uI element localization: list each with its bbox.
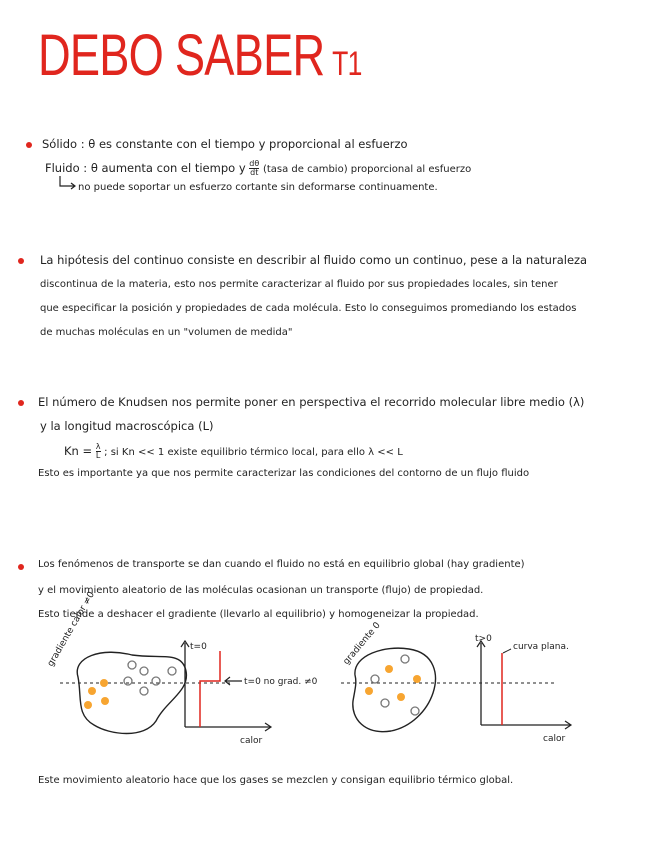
molecule-gray	[381, 699, 389, 707]
s3-line4: Esto es importante ya que nos permite caracterizar las condiciones del contorno de un flujo fluido	[38, 468, 530, 479]
right-annotation: curva plana.	[513, 642, 569, 652]
s3-line1: El número de Knudsen nos permite poner en perspectiva el recorrido molecular libre medio (λ)	[38, 395, 585, 409]
title-sub: T1	[332, 45, 362, 83]
s4-line3: Esto tiende a deshacer el gradiente (llevarlo al equilibrio) y homogeneizar la propiedad.	[38, 609, 479, 620]
s4-line1: Los fenómenos de transporte se dan cuando el fluido no está en equilibrio global (hay gradiente)	[38, 559, 525, 570]
page-title	[38, 22, 362, 89]
molecule-gray	[140, 667, 148, 675]
bullet-2	[18, 258, 24, 264]
s2-line1: La hipótesis del continuo consiste en describir al fluido como un continuo, pese a la naturaleza	[40, 253, 588, 267]
s3-line3-a: Kn =	[64, 444, 93, 458]
s3-fraction	[96, 443, 101, 460]
title-main: DEBO SABER	[38, 23, 325, 88]
s3-line2: y la longitud macroscópica (L)	[40, 419, 214, 433]
left-annotation-arrow	[225, 677, 242, 685]
s2-line4: de muchas moléculas en un "volumen de medida"	[40, 327, 293, 338]
molecule-gray	[168, 667, 176, 675]
molecule-gray	[152, 677, 160, 685]
s1-fraction	[249, 160, 259, 177]
left-blob-label: gradiente calor ≠0	[45, 590, 97, 669]
right-y-label: t>0	[475, 634, 492, 644]
molecule-gray	[411, 707, 419, 715]
left-y-label: t=0	[190, 642, 207, 652]
right-blob-label: gradiente 0	[341, 620, 383, 667]
left-step-curve	[200, 651, 220, 727]
molecule-gray	[128, 661, 136, 669]
s4-closing: Este movimiento aleatorio hace que los gases se mezclen y consigan equilibrio térmico global.	[38, 775, 514, 786]
molecule-orange	[397, 693, 405, 701]
s1-line1: Sólido : θ es constante con el tiempo y proporcional al esfuerzo	[42, 137, 408, 151]
diagram-right	[335, 620, 595, 745]
left-annotation: t=0 no grad. ≠0	[244, 677, 318, 687]
molecule-orange	[100, 679, 108, 687]
bullet-3	[18, 400, 24, 406]
molecule-gray	[371, 675, 379, 683]
molecule-orange	[413, 675, 421, 683]
hook-arrow-icon	[58, 176, 78, 190]
s4-line2: y el movimiento aleatorio de las moléculas ocasionan un transporte (flujo) de propiedad.	[38, 585, 484, 596]
bullet-4	[18, 564, 24, 570]
bullet-1	[26, 142, 32, 148]
molecule-gray	[124, 677, 132, 685]
s1-frac-top: dθ	[249, 159, 260, 168]
s1-line2	[45, 160, 471, 177]
right-x-label: calor	[543, 734, 566, 744]
s3-line3-b: ; si Kn << 1 existe equilibrio térmico local, para ello λ << L	[104, 447, 403, 458]
s2-line3: que especificar la posición y propiedades de cada molécula. Esto lo conseguimos promediando los estados	[40, 303, 577, 314]
left-x-label: calor	[240, 736, 263, 746]
molecule-gray	[401, 655, 409, 663]
molecule-orange	[385, 665, 393, 673]
s1-line3: no puede soportar un esfuerzo cortante sin deformarse continuamente.	[78, 182, 438, 193]
s1-line2-b: (tasa de cambio) proporcional al esfuerzo	[262, 164, 472, 175]
s3-frac-bottom: L	[95, 451, 101, 460]
s1-frac-bottom: dt	[250, 168, 259, 177]
right-annotation-line	[503, 649, 511, 653]
s1-line2-a: Fluido : θ aumenta con el tiempo y	[45, 161, 246, 175]
s3-line3	[64, 443, 403, 460]
molecule-orange	[365, 687, 373, 695]
s3-frac-top: λ	[95, 442, 101, 451]
molecule-orange	[84, 701, 92, 709]
molecule-orange	[88, 687, 96, 695]
molecule-orange	[101, 697, 109, 705]
s2-line2: discontinua de la materia, esto nos permite caracterizar al fluido por sus propiedades locales, sin tener	[40, 279, 558, 290]
molecule-gray	[140, 687, 148, 695]
